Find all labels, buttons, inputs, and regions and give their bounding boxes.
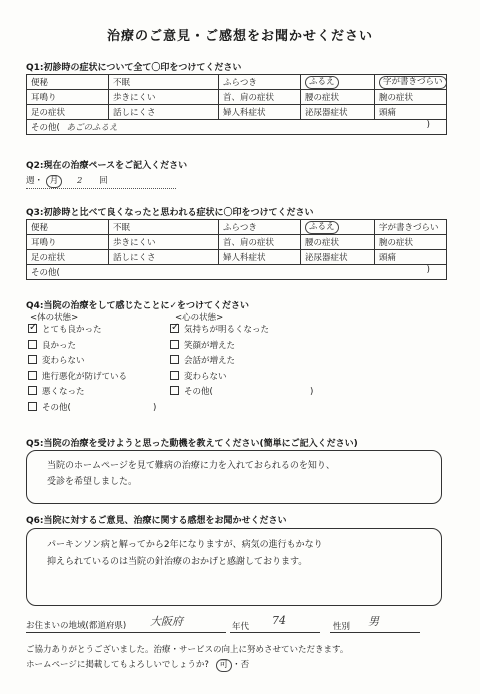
q3-cell[interactable]: 腰の症状 <box>301 235 375 250</box>
q1-cell[interactable]: 耳鳴り <box>27 90 109 105</box>
q4-mind-item[interactable]: 変わらない <box>170 370 350 386</box>
q4-body-other-close: ) <box>153 402 157 413</box>
q3-circled-option: ふるえ <box>305 221 339 234</box>
checkbox-icon[interactable] <box>28 402 37 411</box>
q1-heading: Q1:初診時の症状について全て〇印をつけてください <box>26 63 242 73</box>
q5-heading: Q5:当院の治療を受けようと思った動機を教えてください(簡単にご記入ください) <box>26 439 358 449</box>
checkbox-icon[interactable] <box>28 371 37 380</box>
publish-separator: ・ <box>232 660 241 670</box>
q1-cell[interactable]: 首、肩の症状 <box>219 90 301 105</box>
age-value[interactable]: 74 <box>272 614 286 627</box>
checkbox-checked-icon[interactable] <box>170 324 179 333</box>
q6-answer-line-2: 抑えられているのは当院の針治療のおかげと感謝しております。 <box>47 557 308 567</box>
q1-cell[interactable]: 頭痛 <box>375 105 447 120</box>
q4-mind-item[interactable]: 笑顔が増えた <box>170 339 350 355</box>
q3-cell[interactable]: 便秘 <box>27 220 109 235</box>
q4-body-item[interactable]: その他( ) <box>28 401 168 417</box>
address-label: お住まいの地域(都道府県) <box>26 621 127 631</box>
q1-cell[interactable]: ふらつき <box>219 75 301 90</box>
q4-heading: Q4:当院の治療をして感じたことに✓をつけてください <box>26 301 250 311</box>
checkbox-icon[interactable] <box>170 340 179 349</box>
q3-cell[interactable]: 腕の症状 <box>375 235 447 250</box>
q4-mind-item[interactable]: ✓気持ちが明るくなった <box>170 323 350 339</box>
q1-cell[interactable]: 婦人科症状 <box>219 105 301 120</box>
q1-other-label: その他( <box>31 123 60 133</box>
form-title: 治療のご意見・ご感想をお聞かせください <box>106 29 373 44</box>
q3-cell[interactable]: 歩きにくい <box>109 235 219 250</box>
q1-other-row[interactable] <box>27 120 447 135</box>
q3-other-row[interactable] <box>27 265 447 280</box>
q1-circled-option: ふるえ <box>305 76 339 89</box>
gender-label: 性別 <box>333 622 351 632</box>
q2-times-label: 回 <box>99 176 108 186</box>
q1-other-value: あごのふるえ <box>66 123 118 133</box>
q4-mind-list <box>170 323 350 401</box>
q4-body-title: <体の状態> <box>30 313 79 323</box>
q1-cell[interactable]: 話しにくさ <box>109 105 219 120</box>
q2-pace-field[interactable] <box>26 174 186 186</box>
checkbox-icon[interactable] <box>170 386 179 395</box>
checkbox-icon[interactable] <box>28 355 37 364</box>
q3-cell[interactable]: 足の症状 <box>27 250 109 265</box>
q3-cell[interactable]: 首、肩の症状 <box>219 235 301 250</box>
q1-cell[interactable]: 腰の症状 <box>301 90 375 105</box>
q1-cell[interactable]: 不眠 <box>109 75 219 90</box>
checkbox-icon[interactable] <box>28 386 37 395</box>
checkbox-icon[interactable] <box>170 371 179 380</box>
age-label: 年代 <box>232 622 250 632</box>
q2-heading: Q2:現在の治療ペースをご記入ください <box>26 161 188 171</box>
q1-cell[interactable]: 歩きにくい <box>109 90 219 105</box>
publish-yes-circled[interactable]: 可 <box>216 659 233 672</box>
publish-no[interactable]: 否 <box>240 660 250 670</box>
q4-body-item[interactable]: 進行悪化が防げている <box>28 370 168 386</box>
q3-cell-circled[interactable] <box>301 220 375 235</box>
q4-mind-title: <心の状態> <box>175 313 224 323</box>
address-value[interactable]: 大阪府 <box>150 615 183 628</box>
checkbox-checked-icon[interactable] <box>28 324 37 333</box>
q2-underline <box>26 188 176 189</box>
q3-cell[interactable]: 婦人科症状 <box>219 250 301 265</box>
thanks-text: ご協力ありがとうございました。治療・サービスの向上に努めさせていただきます。 <box>26 645 349 655</box>
q1-cell[interactable]: 泌尿器症状 <box>301 105 375 120</box>
q1-cell[interactable]: 足の症状 <box>27 105 109 120</box>
q3-other-label: その他( <box>31 268 60 278</box>
q3-heading: Q3:初診時と比べて良くなったと思われる症状に〇印をつけてください <box>26 208 314 218</box>
gender-value[interactable]: 男 <box>368 615 379 628</box>
q1-cell-circled[interactable] <box>301 75 375 90</box>
q3-cell[interactable]: 字が書きづらい <box>375 220 447 235</box>
q2-week-label: 週・ <box>26 176 44 186</box>
q1-cell-circled[interactable] <box>375 75 447 90</box>
q4-body-item[interactable]: 良かった <box>28 339 168 355</box>
q1-cell[interactable]: 腕の症状 <box>375 90 447 105</box>
gender-underline <box>330 632 420 633</box>
q5-answer-line-1: 当院のホームページを見て難病の治療に力を入れておられるのを知り、 <box>47 461 335 471</box>
q3-cell[interactable]: 話しにくさ <box>109 250 219 265</box>
checkbox-icon[interactable] <box>28 340 37 349</box>
address-underline <box>26 632 226 633</box>
q4-body-item[interactable]: ✓とても良かった <box>28 323 168 339</box>
q4-mind-item[interactable]: その他( ) <box>170 385 350 401</box>
q4-body-list <box>28 323 168 416</box>
q3-cell[interactable]: 泌尿器症状 <box>301 250 375 265</box>
publish-question: ホームページに掲載してもよろしいでしょうか? 可 ・否 <box>26 660 250 670</box>
q3-cell[interactable]: 頭痛 <box>375 250 447 265</box>
q2-month-circled: 月 <box>46 175 63 188</box>
q1-cell[interactable]: 便秘 <box>27 75 109 90</box>
q6-answer-line-1: パーキンソン病と解ってから2年になりますが、病気の進行もかなり <box>47 540 323 550</box>
q3-cell[interactable]: 耳鳴り <box>27 235 109 250</box>
q1-other-close: ) <box>426 120 430 130</box>
q3-symptom-table <box>26 219 447 280</box>
checkbox-icon[interactable] <box>170 355 179 364</box>
q1-symptom-table <box>26 74 447 135</box>
q4-mind-item[interactable]: 会話が増えた <box>170 354 350 370</box>
q6-heading: Q6:当院に対するご意見、治療に関する感想をお聞かせください <box>26 516 287 526</box>
q1-circled-option: 字が書きづらい <box>379 76 447 89</box>
q3-cell[interactable]: ふらつき <box>219 220 301 235</box>
q4-body-item[interactable]: 変わらない <box>28 354 168 370</box>
q3-other-close: ) <box>426 265 430 275</box>
q4-body-item[interactable]: 悪くなった <box>28 385 168 401</box>
q2-count-value: 2 <box>76 176 83 186</box>
q5-answer-box[interactable] <box>26 450 442 504</box>
q4-mind-other-close: ) <box>310 387 314 397</box>
q5-answer-line-2: 受診を希望しました。 <box>47 477 138 487</box>
age-underline <box>230 632 320 633</box>
q3-cell[interactable]: 不眠 <box>109 220 219 235</box>
q6-answer-box[interactable] <box>26 528 442 606</box>
